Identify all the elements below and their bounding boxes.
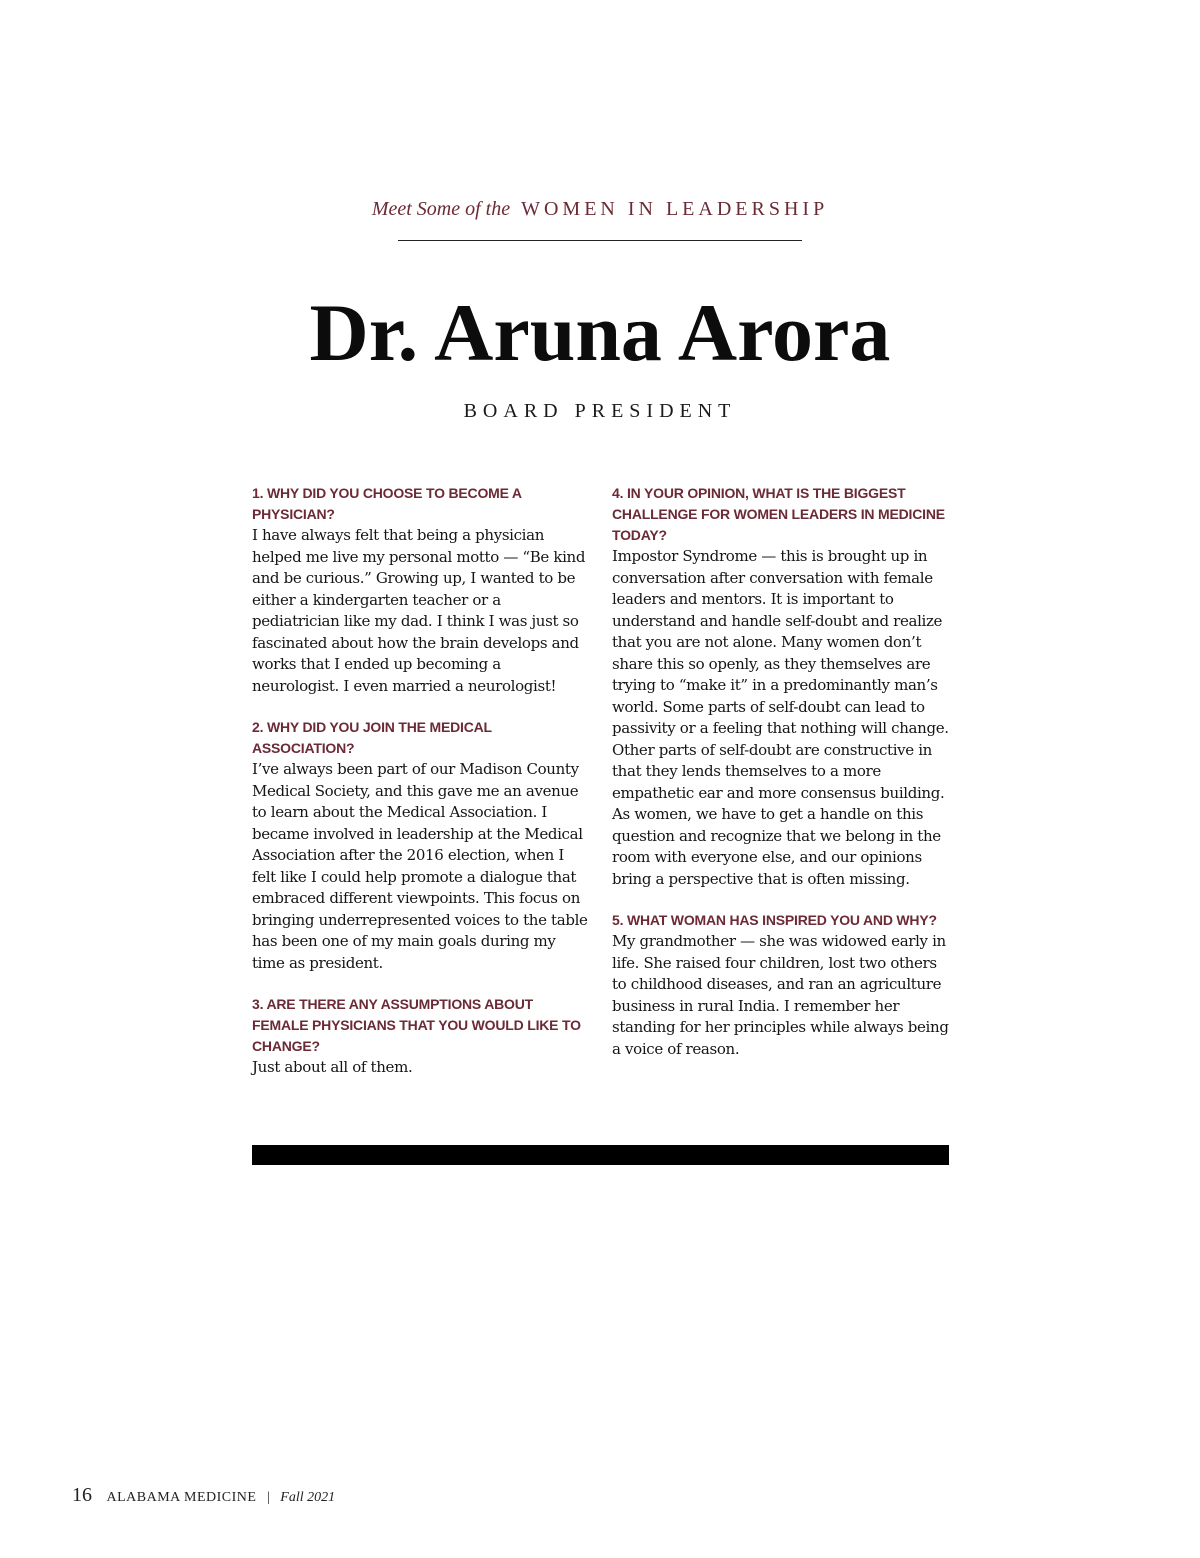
kicker-caps: WOMEN IN LEADERSHIP bbox=[521, 198, 829, 220]
page-title: Dr. Aruna Arora bbox=[309, 287, 891, 378]
question-5: 5. WHAT WOMAN HAS INSPIRED YOU AND WHY? bbox=[612, 912, 937, 928]
left-column bbox=[252, 483, 592, 1099]
right-column bbox=[612, 483, 952, 1080]
page-number: 16 bbox=[72, 1484, 92, 1506]
role-subtitle: BOARD PRESIDENT bbox=[463, 400, 737, 422]
question-4: 4. IN YOUR OPINION, WHAT IS THE BIGGEST CHALLENGE FOR WOMEN LEADERS IN MEDICINE TODAY? bbox=[612, 485, 945, 543]
footer-separator: | bbox=[266, 1490, 270, 1505]
publication-name: ALABAMA MEDICINE bbox=[106, 1490, 257, 1505]
header-rule bbox=[398, 240, 802, 241]
answer-2: I’ve always been part of our Madison County Medical Society, and this gave me an avenue to learn about the Medical Association. I became involved in leadership at the Medical Association after the 2016 election, when I felt like I could help promote a dialogue that embraced different viewpoints. This focus on bringing underrepresented voices to the table has been one of my main goals during my time as president. bbox=[252, 760, 588, 972]
question-1: 1. WHY DID YOU CHOOSE TO BECOME A PHYSICIAN? bbox=[252, 485, 522, 522]
closing-bar bbox=[252, 1145, 949, 1165]
answer-1: I have always felt that being a physician helped me live my personal motto — “Be kind and be curious.” Growing up, I wanted to be either a kindergarten teacher or a pediatrician like my dad. I think I was just so fascinated about how the brain develops and works that I ended up becoming a neurologist. I even married a neurologist! bbox=[252, 526, 586, 695]
question-3: 3. ARE THERE ANY ASSUMPTIONS ABOUT FEMALE PHYSICIANS THAT YOU WOULD LIKE TO CHANGE? bbox=[252, 996, 581, 1054]
kicker-italic: Meet Some of the bbox=[371, 198, 511, 220]
issue-label: Fall 2021 bbox=[280, 1490, 336, 1505]
answer-4: Impostor Syndrome — this is brought up in conversation after conversation with female leaders and mentors. It is important to understand and handle self-doubt and realize that you are not alone. Many women don’t share this so openly, as they themselves are trying to “make it” in a predominantly man’s world. Some parts of self-doubt can lead to passivity or a feeling that nothing will change. Other parts of self-doubt are constructive in that they lends themselves to a more empathetic ear and more consensus building. As women, we have to get a handle on this question and recognize that we belong in the room with everyone else, and our opinions bring a perspective that is often missing. bbox=[612, 547, 949, 888]
section-kicker bbox=[0, 198, 1200, 221]
answer-3: Just about all of them. bbox=[252, 1058, 413, 1076]
answer-5: My grandmother — she was widowed early in life. She raised four children, lost two others to childhood diseases, and ran an agriculture business in rural India. I remember her standing for her principles while always being a voice of reason. bbox=[612, 932, 949, 1058]
page-footer bbox=[72, 1484, 335, 1507]
question-2: 2. WHY DID YOU JOIN THE MEDICAL ASSOCIATION? bbox=[252, 719, 492, 756]
